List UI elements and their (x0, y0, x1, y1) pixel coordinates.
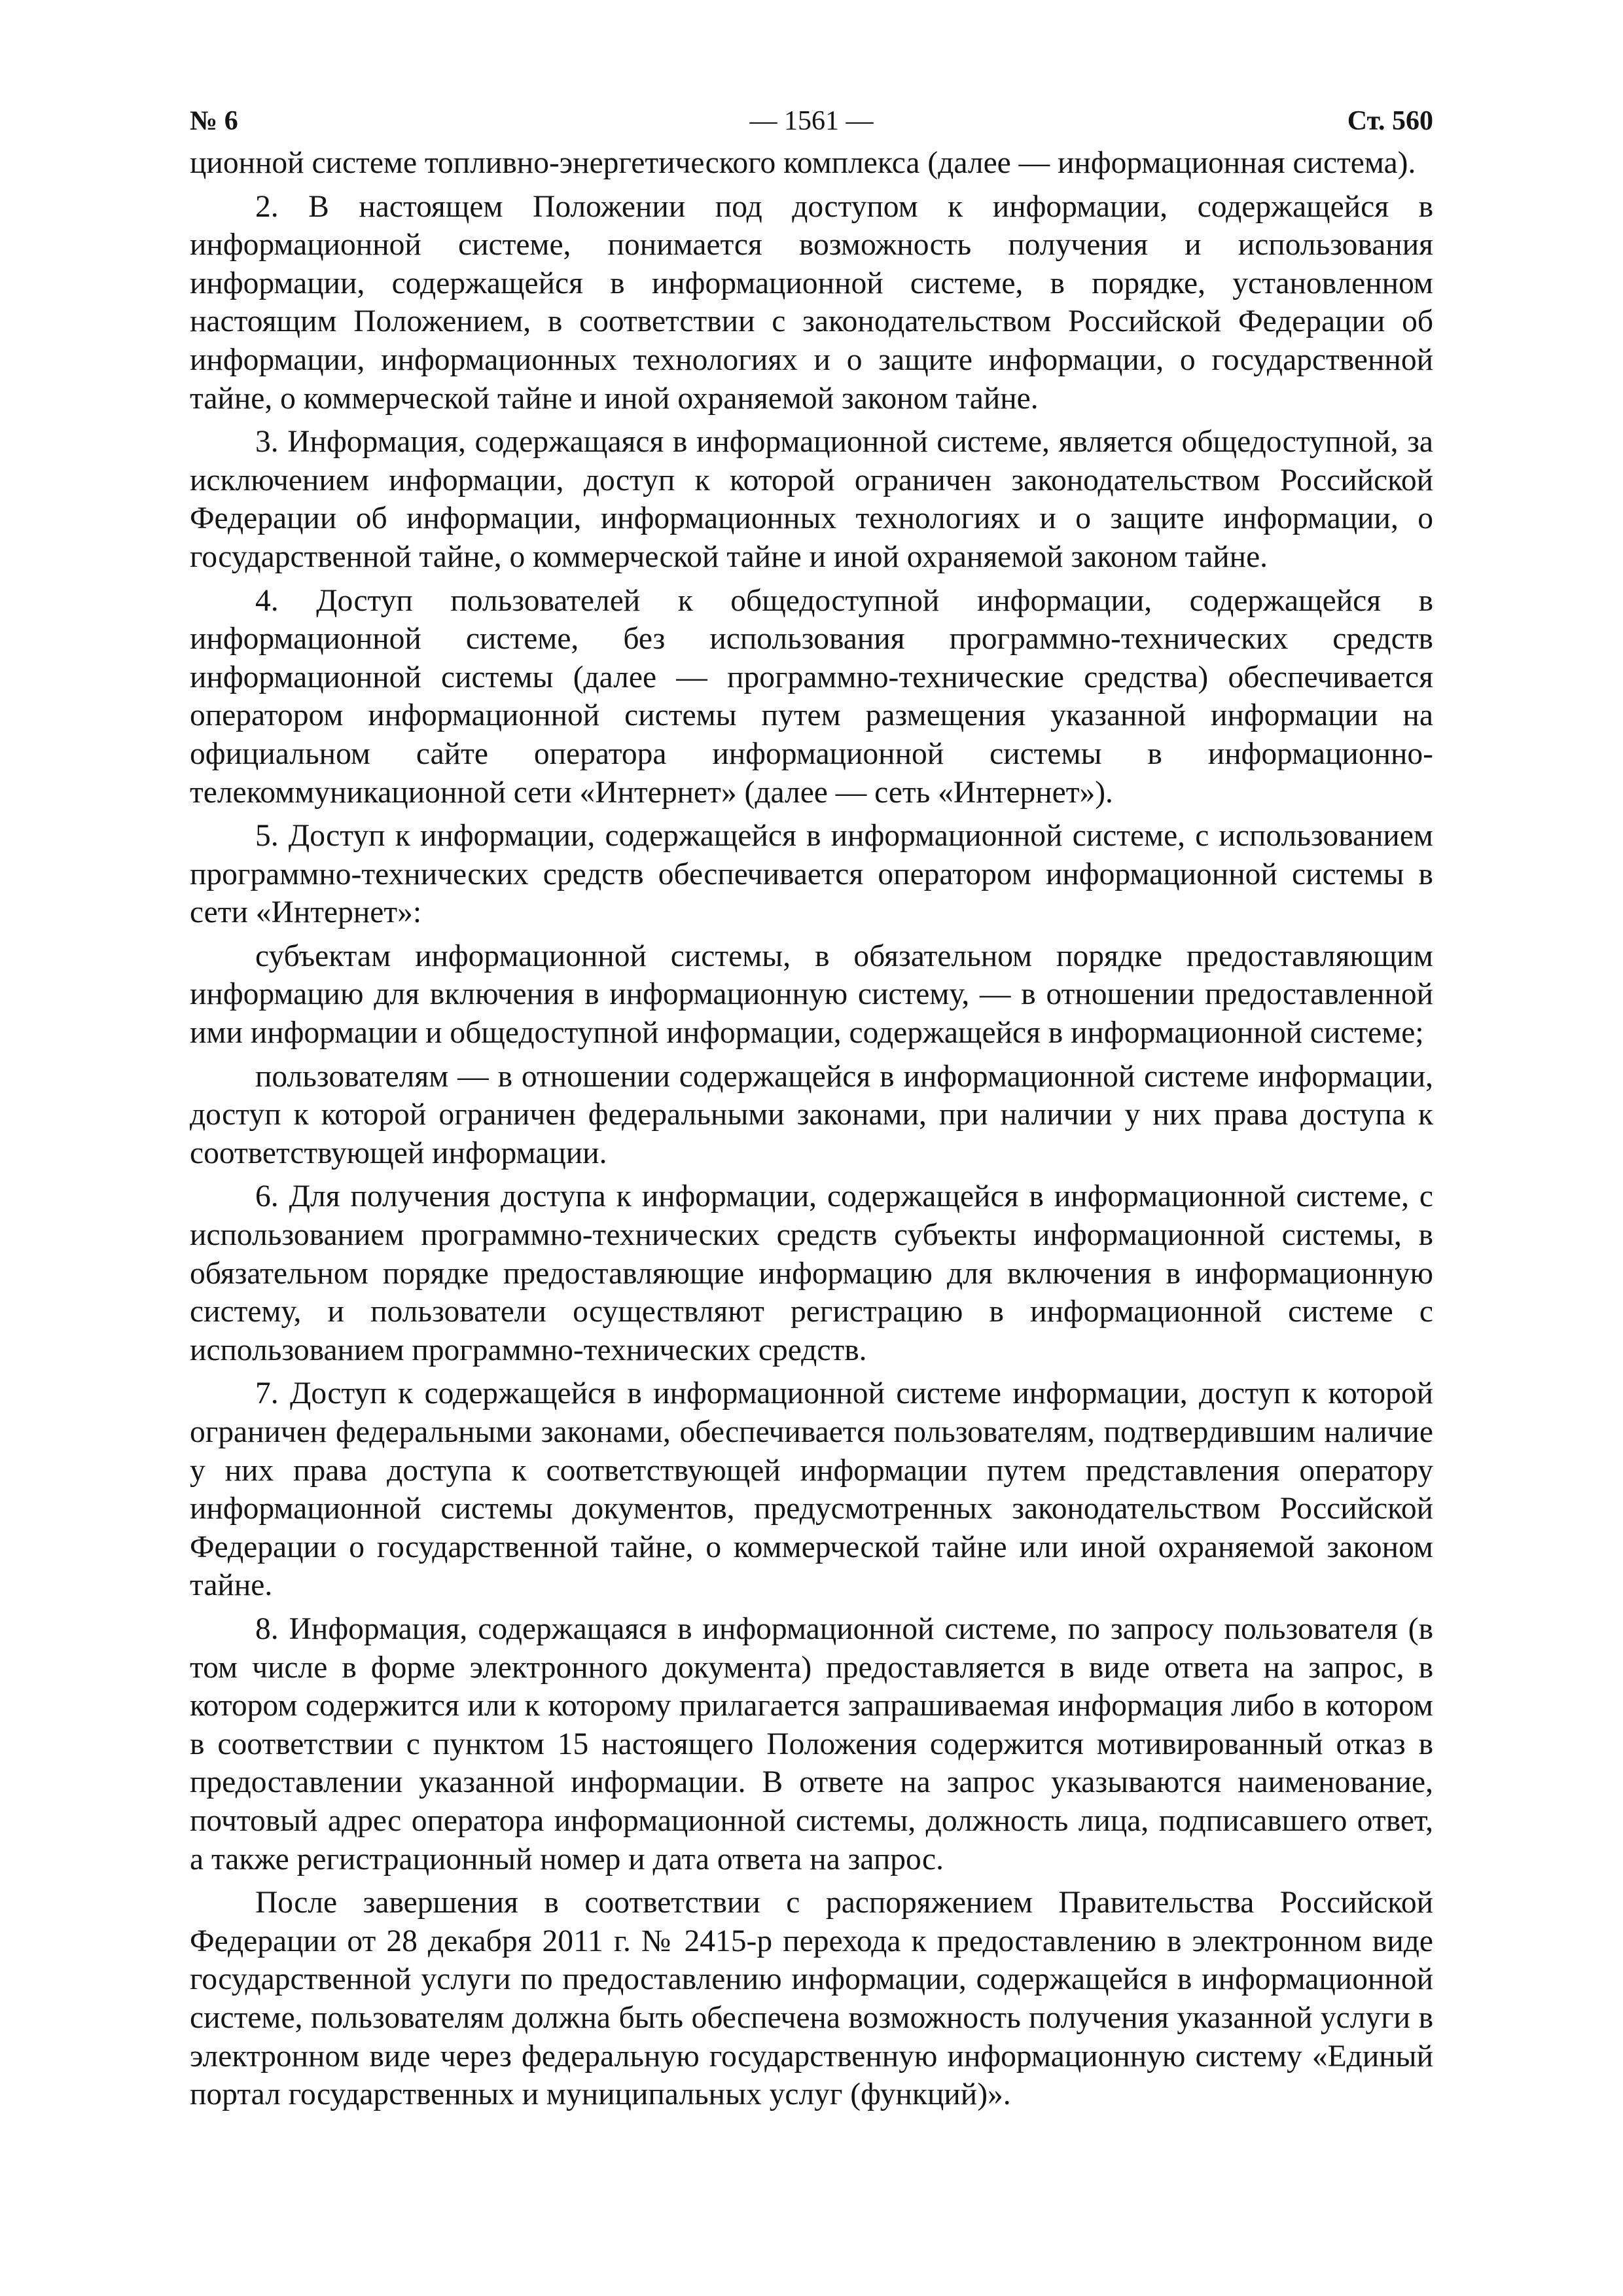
paragraph-8: 8. Информация, содержащаяся в информационной системе, по запросу пользователя (в том числе в форме электронного документа) предоставляется в виде ответа на запрос, в котором содержится или к которому прилагается запрашиваемая информация либо в котором в соответствии с пунктом 15 настоящего Положения содержится мотивированный отказ в предоставлении указанной информации. В ответе на запрос указываются наименование, почтовый адрес оператора информационной системы, должность лица, подписавшего ответ, а также регистрационный номер и дата ответа на запрос. (190, 1611, 1433, 1876)
document-body (190, 144, 1433, 2114)
paragraph-7: 7. Доступ к содержащейся в информационной системе информации, доступ к которой ограничен федеральными законами, обеспечивается пользователям, подтвердившим наличие у них права доступа к соответствующей информации путем представления оператору информационной системы документов, предусмотренных законодательством Российской Федерации о государственной тайне, о коммерческой тайне или иной охраняемой законом тайне. (190, 1376, 1433, 1603)
page-number: — 1561 — (749, 106, 874, 136)
paragraph-5-subjects: субъектам информационной системы, в обязательном порядке предоставляющим информацию для включения в информационную систему, — в отношении предоставленной ими информации и общедоступной информации, содержащейся в информационной системе; (190, 939, 1433, 1050)
paragraph-8-electronic: После завершения в соответствии с распоряжением Правительства Российской Федерации от 28 декабря 2011 г. № 2415-р перехода к предоставлению в электронном виде государственной услуги по предоставлению информации, содержащейся в информационной системе, пользователям должна быть обеспечена возможность получения указанной услуги в электронном виде через федеральную государственную информационную систему «Единый портал государственных и муниципальных услуг (функций)». (190, 1886, 1433, 2112)
paragraph-continuation: ционной системе топливно-энергетического комплекса (далее — информационная система). (190, 146, 1416, 180)
paragraph-5: 5. Доступ к информации, содержащейся в информационной системе, с использованием программно-технических средств обеспечивается оператором информационной системы в сети «Интернет»: (190, 819, 1433, 930)
paragraph-2: 2. В настоящем Положении под доступом к информации, содержащейся в информационной системе, понимается возможность получения и использования информации, содержащейся в информационной системе, в порядке, установленном настоящим Положением, в соответствии с законодательством Российской Федерации об информации, информационных технологиях и о защите информации, о государственной тайне, о коммерческой тайне и иной охраняемой законом тайне. (190, 189, 1433, 416)
paragraph-6: 6. Для получения доступа к информации, содержащейся в информационной системе, с использованием программно-технических средств субъекты информационной системы, в обязательном порядке предоставляющие информацию для включения в информационную систему, и пользователи осуществляют регистрацию в информационной системе с использованием программно-технических средств. (190, 1179, 1433, 1367)
paragraph-5-users: пользователям — в отношении содержащейся в информационной системе информации, доступ к которой ограничен федеральными законами, при наличии у них права доступа к соответствующей информации. (190, 1059, 1433, 1170)
issue-number: № 6 (190, 106, 238, 136)
article-number: Ст. 560 (1347, 106, 1433, 136)
page-header (190, 98, 1433, 144)
paragraph-4: 4. Доступ пользователей к общедоступной информации, содержащейся в информационной системе, без использования программно-технических средств информационной системы (далее — программно-технические средства) обеспечивается оператором информационной системы путем размещения указанной информации на официальном сайте оператора информационной системы в информационно-телекоммуникационной сети «Интернет» (далее — сеть «Интернет»). (190, 583, 1433, 810)
paragraph-3: 3. Информация, содержащаяся в информационной системе, является общедоступной, за исключением информации, доступ к которой ограничен законодательством Российской Федерации об информации, информационных технологиях и о защите информации, о государственной тайне, о коммерческой тайне и иной охраняемой законом тайне. (190, 425, 1433, 574)
document-page (190, 98, 1433, 2114)
